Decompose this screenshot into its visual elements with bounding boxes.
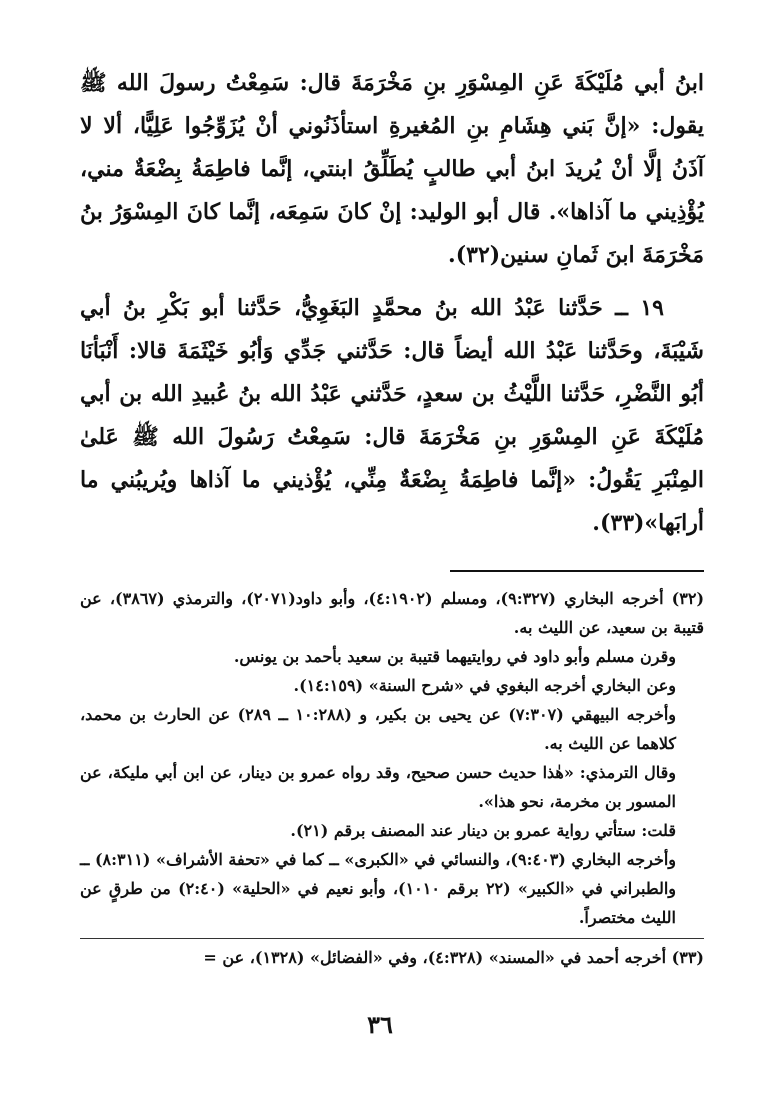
footnote-32-line: (٣٢) أخرجه البخاري (٩:٣٢٧)، ومسلم (٤:١٩٠٢)، وأبو داود(٢٠٧١)، والترمذي (٣٨٦٧)، عن قتيبة بن سعيد، عن الليث به. (80, 589, 705, 637)
footnote-32-line: وقرن مسلم وأبو داود في روايتيهما قتيبة بن سعيد بأحمد بن يونس. (233, 647, 676, 666)
footnote-32-line: وعن البخاري أخرجه البغوي في «شرح السنة» (١٤:١٥٩). (293, 676, 676, 695)
hadith-19-text: ١٩ ــ حَدَّثنا عَبْدُ الله بنُ محمَّدٍ البَغَوِيُّ، حَدَّثنا أبو بَكْرِ بنُ أبي شَيْبَةَ، وحَدَّثنا عَبْدُ الله أيضاً قال: حَدَّثني جَدِّي وَأبُو خَيْثَمَةَ قالا: أَنْبَأنَا أبُو النَّضْرِ، حَدَّثنا اللَّيْثُ بن سعدٍ، حَدَّثني عَبْدُ الله بنُ عُبيدِ الله بن أبي مُلَيْكَةَ عَنِ المِسْوَرِ بنِ مَخْرَمَةَ قال: سَمِعْتُ رَسُولَ الله ﷺ عَلىٰ المِنْبَرِ يَقُولُ: «إنَّما فاطِمَةُ بِضْعَةٌ مِنِّي، يُؤْذيني ما آذاها ويُريبُني ما أرابَها»(٣٣). (80, 295, 704, 536)
footnote-33-line: (٣٣) أخرجه أحمد في «المسند» (٤:٣٢٨)، وفي «الفضائل» (١٣٢٨)، عن = (80, 938, 704, 972)
footnote-32-line: وقال الترمذي: «هٰذا حديث حسن صحيح، وقد رواه عمرو بن دينار، عن ابن أبي مليكة، عن المسور بن مخرمة، نحو هذا». (80, 763, 676, 811)
hadith-text-continued: ابنُ أبي مُلَيْكَةَ عَنِ المِسْوَرِ بنِ مَخْرَمَةَ قال: سَمِعْتُ رسولَ الله ﷺ يقول: «إنَّ بَني هِشَامِ بنِ المُغيرةِ استأذَنُوني أنْ يُزَوِّجُوا عَلِيًّا، ألا لا آذَنُ إلَّا أنْ يُريدَ ابنُ أبي طالبٍ يُطَلِّقُ ابنتي، إنَّما فاطِمَةُ بِضْعَةٌ مني، يُؤْذِيني ما آذاها». قال أبو الوليد: إنْ كانَ سَمِعَه، إنَّما كانَ المِسْوَرُ بنُ مَخْرَمَةَ ابنَ ثَمانِ سنين(٣٢). (80, 70, 704, 268)
footnote-divider (450, 570, 704, 572)
footnotes (80, 584, 704, 972)
footnote-32-line: وأخرجه البخاري (٩:٤٠٣)، والنسائي في «الكبرى» ــ كما في «تحفة الأشراف» (٨:٣١١) ــ والطبراني في «الكبير» (٢٢ برقم ١٠١٠)، وأبو نعيم في «الحلية» (٢:٤٠) من طرقٍ عن الليث مختصراً. (80, 850, 677, 927)
page-number: ٣٦ (367, 1010, 393, 1039)
footnote-32-line: قلت: ستأتي رواية عمرو بن دينار عند المصنف برقم (٢١). (290, 821, 676, 840)
main-text (80, 62, 704, 545)
footnote-32-line: وأخرجه البيهقي (٧:٣٠٧) عن يحيى بن بكير، و (١٠:٢٨٨ ــ ٢٨٩) عن الحارث بن محمد، كلاهما عن الليث به. (80, 705, 677, 753)
